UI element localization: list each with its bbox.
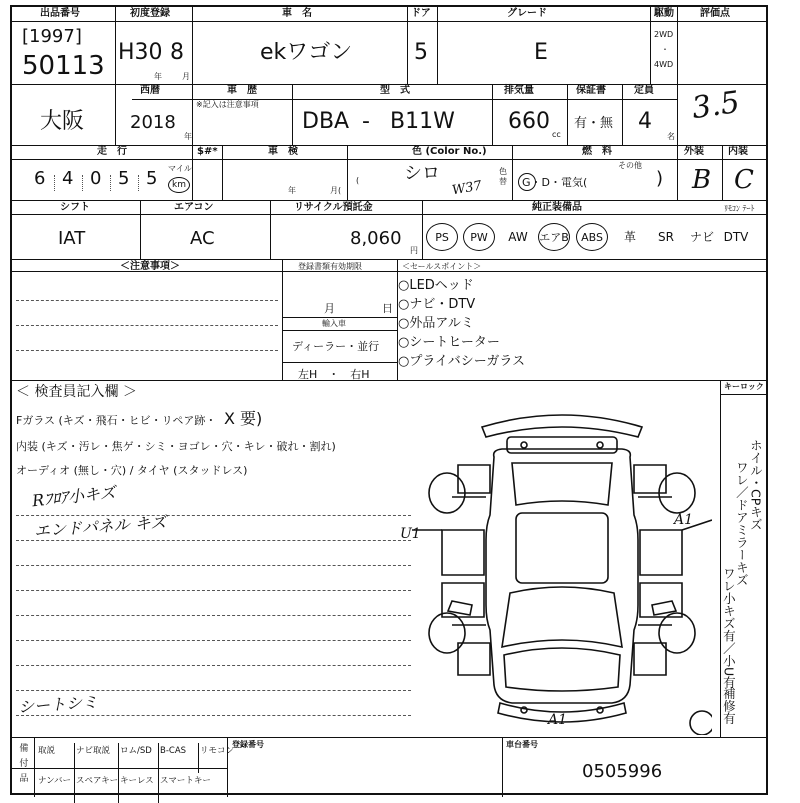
registration-header: 車 歴 [227,85,257,96]
inspector-header: ＜ 検査員記入欄 ＞ [16,384,137,400]
auction-sheet [10,5,768,795]
steering: 左H ・ 右H [298,368,370,381]
mileage-digit: 5 [118,168,130,189]
car-name: ekワゴン [260,40,353,65]
shift-value: IAT [58,228,86,249]
right-note-2: ワレ／ドアミラーキズ [734,461,750,586]
displacement-header: 排気量 [504,85,534,96]
accessory-item: ナビ取説 [76,746,111,756]
equipment-item: AW [508,230,528,244]
month-unit-label: 月 [182,72,190,81]
year-header: 西暦 [140,85,160,96]
shift-header: シフト [60,202,90,213]
year-value-unit: 年 [184,132,192,141]
right-note-4: 補修有 [721,687,737,725]
model-code: B11W [390,109,455,134]
sales-point: ○外品アルミ [398,316,474,331]
interior-header: 内装 [728,146,748,157]
equipment-item: DTV [723,230,749,244]
reg-number-header: 登録番号 [232,740,264,749]
damage-mark-right: A1 [674,512,694,528]
accessory-item: スペアキー [76,776,119,786]
aircon-value: AC [190,228,215,249]
warranty-value: 有・無 [574,116,614,131]
displacement-unit: cc [552,130,561,139]
equipment-item: SR [658,230,674,244]
year-unit-label: 年 [154,72,162,81]
key-lock-header: キーロック [724,382,764,391]
equipment-extra: ﾘﾓｺﾝ ﾃｰﾄ [724,204,755,213]
inspection-header: 車 検 [268,146,298,157]
registration-note: ※記入は注意事項 [196,100,259,109]
color-change-label: 色替 [499,167,507,187]
region: 大阪 [40,109,85,134]
accessory-item: ロム/SD [120,746,152,756]
equipment-item: PS [426,223,458,251]
warranty-header: 保証書 [576,85,606,96]
damage-mark-left: U1 [400,526,421,542]
sales-points-header: ＜セールスポイント＞ [402,262,482,271]
drive-header: 駆動 [654,8,674,19]
first-registration-header: 初度登録 [130,8,170,19]
equipment-item: ナビ [689,230,715,244]
capacity-value: 4 [638,109,652,134]
sales-point: ○ナビ・DTV [398,297,476,312]
capacity-unit: 名 [667,132,675,141]
mileage-digit: 0 [90,168,102,189]
capacity-header: 定員 [634,85,654,96]
mileage-header: 走 行 [97,146,127,157]
recycle-value: 8,060 [350,228,402,249]
exterior-grade: B [692,165,712,195]
reg-expiry-month: 月 [324,302,335,315]
inspection-year: 年 [288,186,296,195]
accessory-item: B-CAS [160,746,187,756]
drive-sep: ・ [661,45,669,54]
equipment-item: PW [463,223,495,251]
inspector-line-1: Fガラス (キズ・飛石・ヒビ・リペア跡・ [16,414,217,427]
sales-point: ○シートヒーター [398,335,500,350]
year-value: 2018 [130,112,176,133]
score-header: 評価点 [700,8,730,19]
color-header: 色 (Color No.) [412,146,487,157]
mileage-digit: 4 [62,168,74,189]
mileage-digit: 5 [146,168,158,189]
handwritten-note-2: エンドパネル キズ [33,512,167,541]
right-note-3: ワレ小キズ有／小U有 [721,567,737,689]
accessories-side-label: 備付品 [17,743,28,788]
model-prefix: DBA [302,109,350,134]
recycle-unit: 円 [410,246,418,255]
car-name-header: 車 名 [282,8,312,19]
interior-grade: C [734,165,754,195]
lot-number-header: 出品番号 [40,8,80,19]
inspector-line-3: オーディオ (無し・穴) / タイヤ (スタッドレス) [16,464,248,477]
mileage-km-unit: km [168,177,190,193]
door-count: 5 [414,40,428,65]
model-header: 型 式 [380,85,410,96]
reg-expiry-day: 日 [382,302,393,315]
chassis-number: 0505996 [582,761,663,782]
model-dash: - [362,109,370,134]
drive-4wd: 4WD [654,60,674,69]
equipment-header: 純正装備品 [532,202,582,213]
inspection-month: 月( [330,186,342,195]
accessory-item: キーレス [120,776,154,786]
first-reg-month: 8 [170,40,184,65]
accessory-item: リモコン [200,746,235,756]
reg-expiry-header: 登録書類有効期限 [298,262,362,271]
score-value: 3.5 [689,84,742,127]
equipment-item: エアB [538,223,570,251]
glass-note: X 要) [224,409,263,428]
color-name: シロ [404,163,440,184]
recycle-header: リサイクル預託金 [294,202,373,213]
notes-header: ＜注意事項＞ [120,261,180,272]
handwritten-note-1: Rﾌﾛｱ小キズ [31,482,117,511]
exterior-header: 外装 [684,146,704,157]
s-mark-header: $#* [197,146,218,157]
damage-mark-bottom: A1 [548,712,568,728]
fuel-other-label: その他 [618,161,642,170]
accessory-item: 取説 [38,746,56,756]
equipment-item: 革 [623,230,637,244]
handwritten-note-bottom: シートシミ [17,692,99,717]
equipment-item: ABS [576,223,608,251]
right-note-1: ホイル・CPキズ [748,439,764,531]
sales-point: ○プライバシーガラス [398,354,526,369]
grade-header: グレード [507,8,547,19]
doors-header: ドア [411,8,431,19]
color-code: W37 [450,178,483,199]
grade-value: E [534,40,548,65]
lot-number: 50113 [22,51,105,81]
mileage-mile-unit: マイル [168,164,192,173]
drive-2wd: 2WD [654,30,674,39]
car-damage-diagram [412,405,712,735]
mileage-digit: 6 [34,168,46,189]
inspector-line-2: 内装 (キズ・汚レ・焦ゲ・シミ・ヨゴレ・穴・キレ・破れ・割れ) [16,440,336,453]
fuel-close: ) [656,168,664,189]
fuel-options: G・D・電気( [522,176,588,189]
accessory-item: スマートキー [160,776,211,786]
aircon-header: エアコン [174,202,214,213]
lot-year-code: [1997] [22,26,82,47]
accessory-item: ナンバー [38,776,71,786]
chassis-header: 車台番号 [506,740,538,749]
color-paren: ( [356,176,360,185]
first-reg-era: H30 [118,40,163,65]
fuel-header: 燃 料 [582,146,612,157]
import-type: ディーラー・並行 [292,340,380,353]
sales-point: ○LEDヘッド [398,278,474,293]
import-header: 輸入車 [322,319,346,328]
displacement-value: 660 [508,109,550,134]
